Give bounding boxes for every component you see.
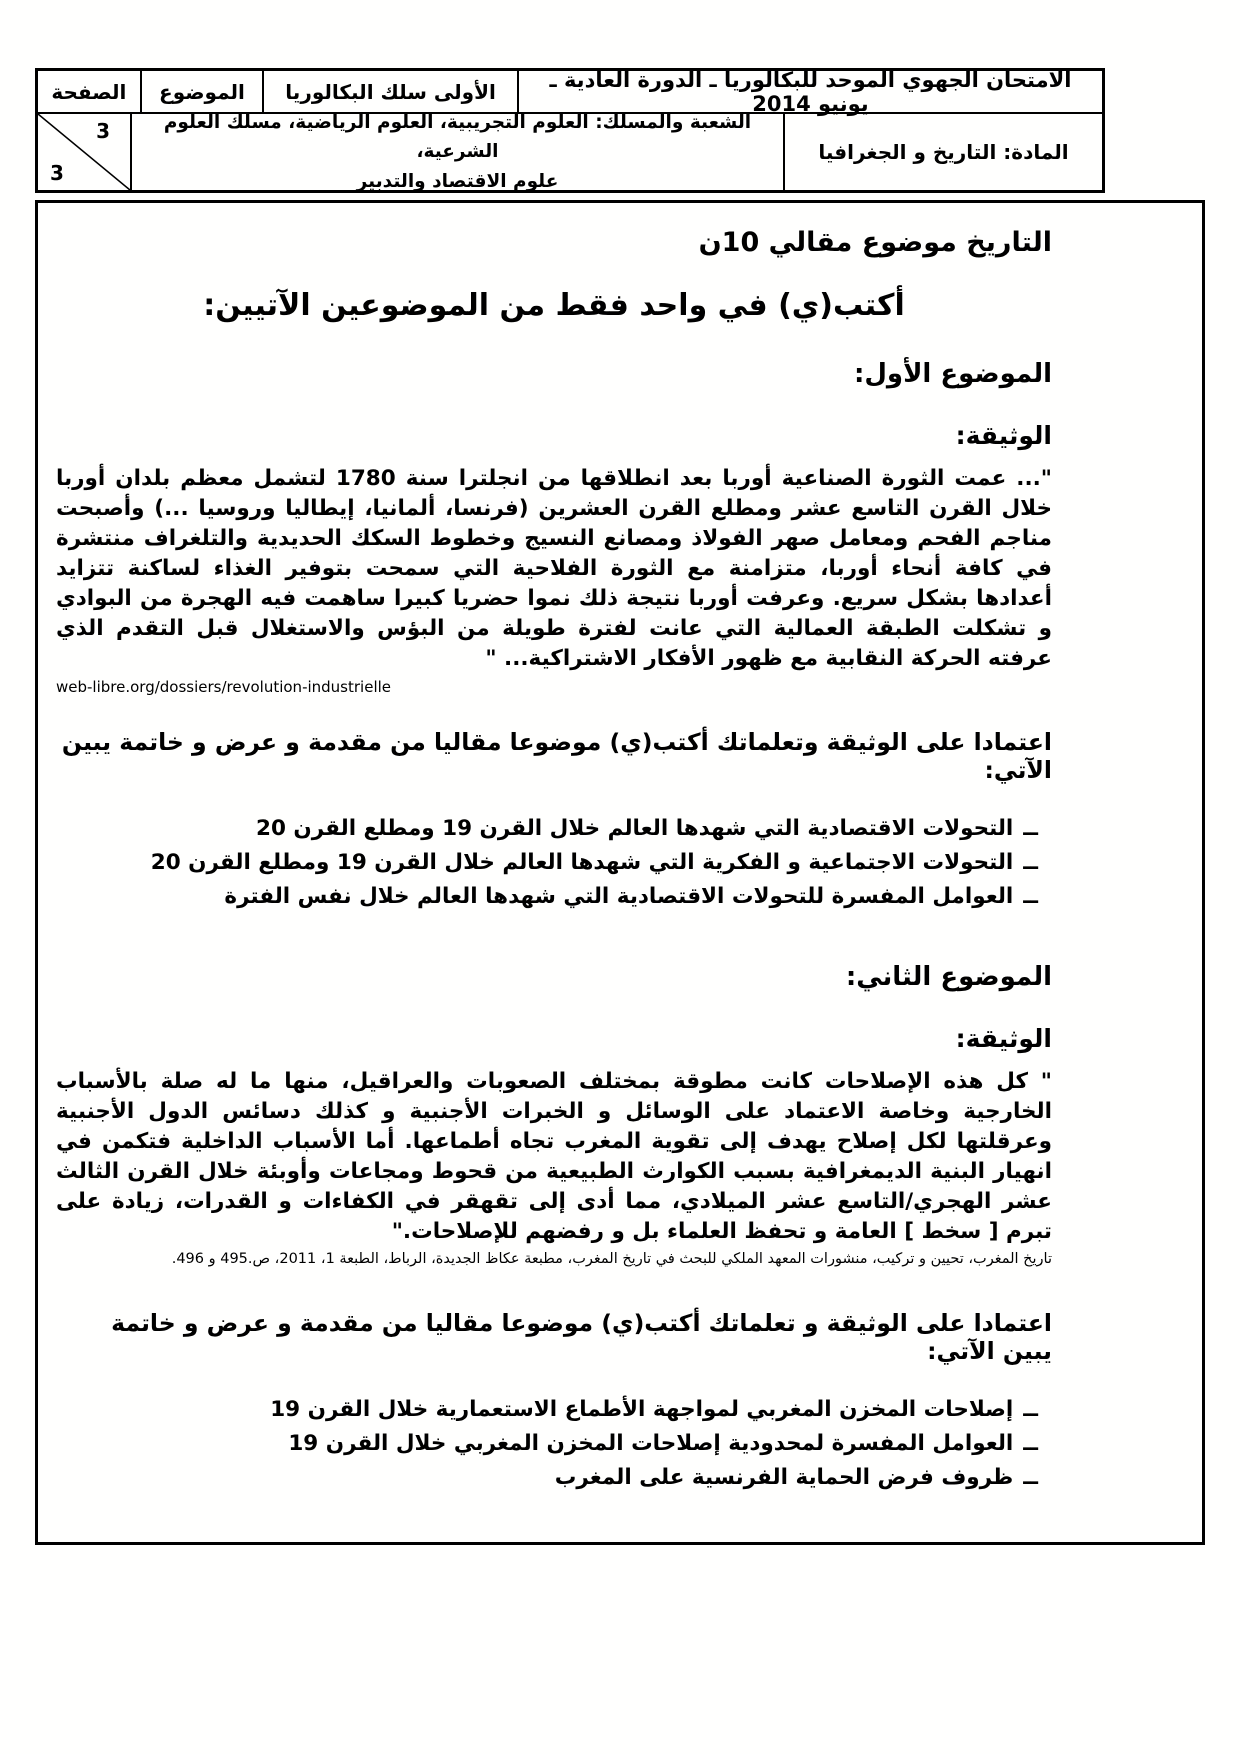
main-instruction: أكتب(ي) في واحد فقط من الموضوعين الآتيين: <box>203 288 905 323</box>
page-total-number: 3 <box>50 161 64 185</box>
subject2-source: تاريخ المغرب، تحيين و تركيب، منشورات المعهد الملكي للبحث في تاريخ المغرب، مطبعة عكاظ الجديدة، الرباط، الطبعة 1، 2011، ص.495 و 496. <box>171 1251 1052 1267</box>
content-box <box>35 200 1205 1545</box>
subject1-source: web-libre.org/dossiers/revolution-industrielle <box>56 678 392 696</box>
subject2-document-text: " كل هذه الإصلاحات كانت مطوقة بمختلف الصعوبات والعراقيل، منها ما له صلة بالأسباب الخارجية وخاصة الاعتماد على الوسائل و الخبرات الأجنبية و كذلك دسائس الدول الأجنبية وعرقلتها لكل إصلاح يهدف إلى تقوية المغرب تجاه أطماعها. أما الأسباب الداخلية فتكمن في انهيار البنية الديمغرافية بسبب الكوارث الطبيعية من قحوط ومجاعات وأوبئة خلال القرن الثالث عشر الهجري/التاسع عشر الميلادي، مما أدى إلى تقهقر في الكفاءات و القدرات، زيادة على تبرم [ سخط ] العامة و تحفظ العلماء بل و رفضهم للإصلاحات." <box>56 1069 1052 1244</box>
subject2-document-label: الوثيقة: <box>955 1024 1052 1053</box>
subject2-bullets <box>56 1393 1052 1495</box>
subject1-document-text: "... عمت الثورة الصناعية أوربا بعد انطلاقها من انجلترا سنة 1780 لتشمل معظم بلدان أوربا خلال القرن التاسع عشر ومطلع القرن العشرين (فرنسا، ألمانيا، إيطاليا وروسيا ...) وأصبحت مناجم الفحم ومعامل صهر الفولاذ ومصانع النسيج وخطوط السكك الحديدية والتلغراف منتشرة في كافة أنحاء أوربا، متزامنة مع الثورة الفلاحية التي سمحت بتوفير الغذاء لساكنة تتزايد أعدادها بشكل سريع. وعرفت أوربا نتيجة ذلك نموا حضريا كبيرا ساهمت فيه الهجرة من البوادي و تشكلت الطبقة العمالية التي عانت لفترة طويلة من البؤس والاستغلال قبل التقدم الذي عرفته الحركة النقابية مع ظهور الأفكار الاشتراكية... " <box>56 466 1052 671</box>
subject-1-section <box>56 359 1052 914</box>
bullet-item <box>56 1427 1038 1461</box>
bullet-item <box>56 846 1038 880</box>
bullet-dash: ــ <box>1023 1397 1038 1422</box>
bullet-dash: ــ <box>1023 1465 1038 1490</box>
subject1-document-label: الوثيقة: <box>955 421 1052 450</box>
section-title: التاريخ موضوع مقالي 10ن <box>698 227 1052 258</box>
level-cell: الأولى سلك البكالوريا <box>263 70 518 113</box>
bullet-text: العوامل المفسرة لمحدودية إصلاحات المخزن المغربي خلال القرن 19 <box>288 1431 1014 1456</box>
bullet-dash: ــ <box>1023 1431 1038 1456</box>
subject1-title: الموضوع الأول: <box>853 359 1052 389</box>
stream-line-2: علوم الاقتصاد والتدبير <box>356 170 559 192</box>
subject1-bullets <box>56 812 1052 914</box>
bullet-dash: ــ <box>1023 816 1038 841</box>
bullet-item <box>56 812 1038 846</box>
stream-cell <box>131 113 784 191</box>
subject2-title: الموضوع الثاني: <box>845 962 1052 992</box>
bullet-text: العوامل المفسرة للتحولات الاقتصادية التي شهدها العالم خلال نفس الفترة <box>224 884 1014 909</box>
subject-2-section <box>56 962 1052 1495</box>
header-table <box>35 68 1105 193</box>
bullet-text: التحولات الاجتماعية و الفكرية التي شهدها العالم خلال القرن 19 ومطلع القرن 20 <box>150 850 1014 875</box>
exam-session-title: الامتحان الجهوي الموحد للبكالوريا ـ الدورة العادية ـ يونيو 2014 <box>518 70 1103 113</box>
bullet-text: التحولات الاقتصادية التي شهدها العالم خلال القرن 19 ومطلع القرن 20 <box>256 816 1014 841</box>
bullet-item <box>56 1393 1038 1427</box>
subject-label-cell: الموضوع <box>141 70 264 113</box>
header-row-2 <box>37 113 1103 191</box>
subject1-prompt: اعتمادا على الوثيقة وتعلماتك أكتب(ي) موضوعا مقاليا من مقدمة و عرض و خاتمة يبين الآتي: <box>61 728 1052 784</box>
page-current-number: 3 <box>96 119 110 143</box>
bullet-text: إصلاحات المخزن المغربي لمواجهة الأطماع الاستعمارية خلال القرن 19 <box>270 1397 1014 1422</box>
page-number-cell <box>37 113 131 191</box>
bullet-item <box>56 1461 1038 1495</box>
matiere-cell: المادة: التاريخ و الجغرافيا <box>784 113 1103 191</box>
page-label-cell: الصفحة <box>37 70 141 113</box>
bullet-item <box>56 880 1038 914</box>
bullet-dash: ــ <box>1023 850 1038 875</box>
bullet-text: ظروف فرض الحماية الفرنسية على المغرب <box>554 1465 1014 1490</box>
subject2-prompt: اعتمادا على الوثيقة و تعلماتك أكتب(ي) موضوعا مقاليا من مقدمة و عرض و خاتمة يبين الآتي: <box>111 1309 1052 1365</box>
bullet-dash: ــ <box>1023 884 1038 909</box>
stream-line-1: الشعبة والمسلك: العلوم التجريبية، العلوم الرياضية، مسلك العلوم الشرعية، <box>163 111 752 163</box>
header-row-1 <box>37 67 1103 116</box>
